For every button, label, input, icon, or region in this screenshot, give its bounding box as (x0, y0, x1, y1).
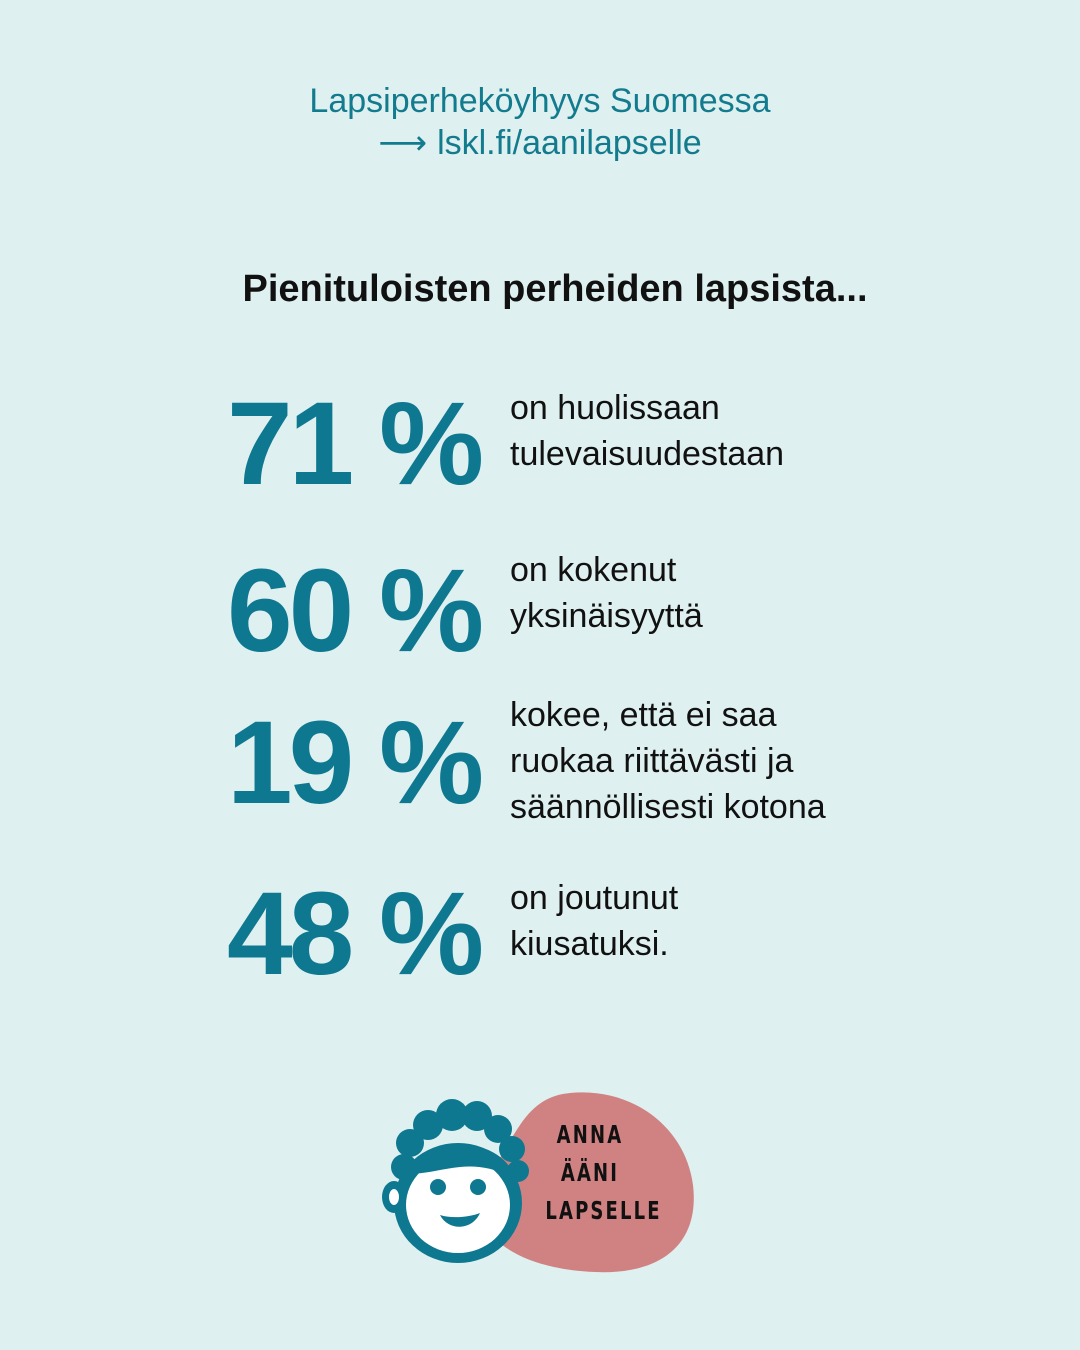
stat-description: on kokenut yksinäisyyttä (510, 551, 703, 635)
logo-line-2: ÄÄNI (560, 1158, 620, 1187)
arrow-right-icon: ⟶ (378, 124, 428, 162)
logo-line-1: ANNA (556, 1120, 624, 1149)
header (0, 80, 1080, 164)
stat-value: 19 % (227, 697, 480, 829)
stat-item (0, 378, 1080, 545)
badge-text (545, 1116, 662, 1230)
stat-description: on huolissaan tulevaisuudestaan (510, 389, 785, 473)
stat-description: kokee, että ei saa ruokaa riittävästi ja säännöllisesti kotona (510, 696, 826, 826)
stat-item (0, 692, 1080, 852)
logo-line-3: LAPSELLE (545, 1196, 662, 1225)
stat-item (0, 547, 1080, 707)
stat-value: 71 % (227, 378, 480, 510)
header-title: Lapsiperheköyhyys Suomessa (309, 82, 771, 120)
subtitle: Pienituloisten perheiden lapsista... (242, 268, 868, 310)
header-link-row[interactable] (0, 122, 1080, 164)
child-face-icon (382, 1099, 529, 1263)
stat-value: 48 % (227, 868, 480, 1000)
stat-value: 60 % (227, 545, 480, 677)
header-link[interactable]: lskl.fi/aanilapselle (437, 124, 702, 162)
stat-item (0, 868, 1080, 1035)
stat-description: on joutunut kiusatuksi. (510, 879, 679, 963)
